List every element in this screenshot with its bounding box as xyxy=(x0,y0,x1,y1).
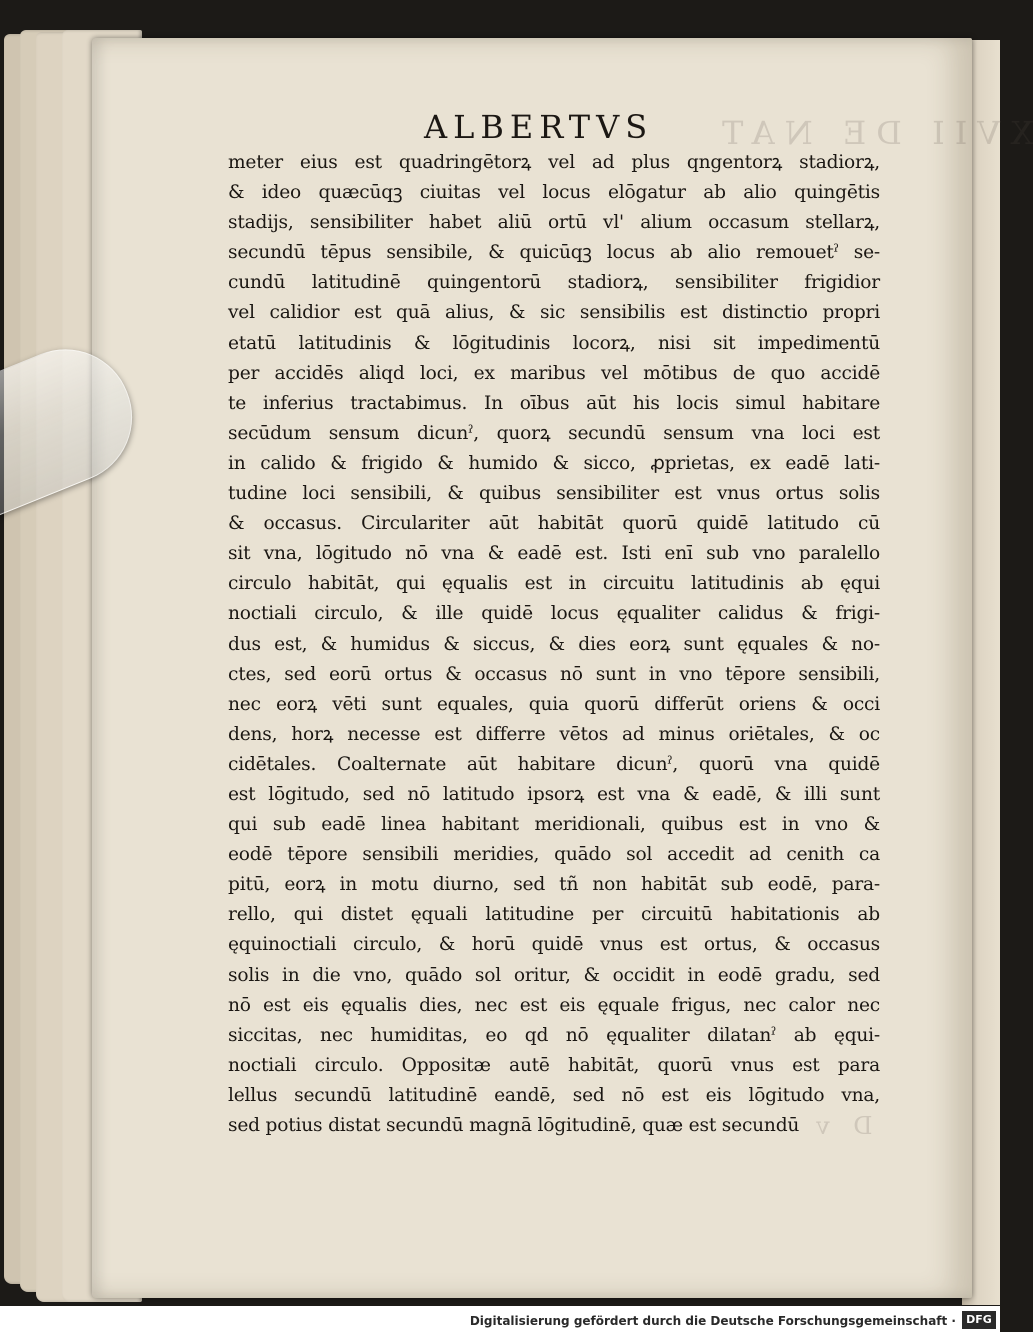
text-line: solis in die vno, quādo sol oritur, & occidit in eodē gradu, sed xyxy=(228,964,880,986)
text-line: in calido & frigido & humido & sicco, ꝓprietas, ex eadē lati- xyxy=(228,452,880,474)
text-line: tudine loci sensibili, & quibus sensibiliter est vnus ortus solis xyxy=(228,483,880,505)
dfg-logo: DFG xyxy=(962,1311,996,1329)
text-line: secundū tēpus sensibile, & quicūqꝫ locus ab alio remouetˀ se- xyxy=(228,242,880,264)
body-text xyxy=(228,148,880,1141)
text-line: pitū, eorꝝ in motu diurno, sed tñ non habitāt sub eodē, para- xyxy=(228,874,880,896)
text-line: secūdum sensum dicunˀ, quorꝝ secundū sensum vna loci est xyxy=(228,422,880,444)
text-line: noctiali circulo, & ille quidē locus ęqualiter calidus & frigi- xyxy=(228,603,880,625)
show-through-signature: D v xyxy=(808,1112,873,1140)
text-line: rello, qui distet ęquali latitudine per circuitū habitationis ab xyxy=(228,904,880,926)
show-through-head: XVII DE NAT xyxy=(712,114,1033,152)
text-line: cidētales. Coalternate aūt habitare dicunˀ, quorū vna quidē xyxy=(228,753,880,775)
text-line: per accidēs aliqd loci, ex maribus vel mōtibus de quo accidē xyxy=(228,362,880,384)
funding-credit: Digitalisierung gefördert durch die Deutsche Forschungsgemeinschaft · xyxy=(469,1314,956,1328)
text-line: stadijs, sensibiliter habet aliū ortū vl' alium occasum stellarꝝ, xyxy=(228,212,880,234)
text-line: & occasus. Circulariter aūt habitāt quorū quidē latitudo cū xyxy=(228,513,880,535)
text-line: & ideo quæcūqꝫ ciuitas vel locus elōgatur ab alio quingētis xyxy=(228,182,880,204)
text-line: ęquinoctiali circulo, & horū quidē vnus est ortus, & occasus xyxy=(228,934,880,956)
text-line: siccitas, nec humiditas, eo qd nō ęqualiter dilatanˀ ab ęqui- xyxy=(228,1024,880,1046)
text-line: meter eius est quadringētorꝝ vel ad plus qngentorꝝ stadiorꝝ, xyxy=(228,152,880,173)
running-head: ALBERTVS xyxy=(424,108,654,146)
text-line: sit vna, lōgitudo nō vna & eadē est. Isti enī sub vno paralello xyxy=(228,543,880,565)
footer-strip xyxy=(0,1306,1000,1332)
text-line: circulo habitāt, qui ęqualis est in circuitu latitudinis ab ęqui xyxy=(228,573,880,595)
text-line: eodē tēpore sensibili meridies, quādo sol accedit ad cenith ca xyxy=(228,844,880,866)
text-line: nō est eis ęqualis dies, nec est eis ęquale frigus, nec calor nec xyxy=(228,994,880,1016)
text-line: sed potius distat secundū magnā lōgitudinē, quæ est secundū xyxy=(228,1115,800,1136)
text-line: est lōgitudo, sed nō latitudo ipsorꝝ est vna & eadē, & illi sunt xyxy=(228,783,880,805)
text-line: lellus secundū latitudinē eandē, sed nō est eis lōgitudo vna, xyxy=(228,1084,880,1106)
text-line: nec eorꝝ vēti sunt equales, quia quorū differūt oriens & occi xyxy=(228,693,880,715)
text-line: etatū latitudinis & lōgitudinis locorꝝ, nisi sit impedimentū xyxy=(228,332,880,354)
text-line: dus est, & humidus & siccus, & dies eorꝝ sunt ęquales & no- xyxy=(228,633,880,655)
text-line: te inferius tractabimus. In oībus aūt his locis simul habitare xyxy=(228,392,880,414)
text-line: dens, horꝝ necesse est differre vētos ad minus oriētales, & oc xyxy=(228,723,880,745)
text-line: noctiali circulo. Oppositæ autē habitāt, quorū vnus est para xyxy=(228,1054,880,1076)
text-line: ctes, sed eorū ortus & occasus nō sunt in vno tēpore sensibili, xyxy=(228,663,880,685)
text-line: qui sub eadē linea habitant meridionali, quibus est in vno & xyxy=(228,814,880,836)
text-line: vel calidior est quā alius, & sic sensibilis est distinctio propri xyxy=(228,302,880,324)
text-line: cundū latitudinē quingentorū stadiorꝝ, sensibiliter frigidior xyxy=(228,272,880,294)
